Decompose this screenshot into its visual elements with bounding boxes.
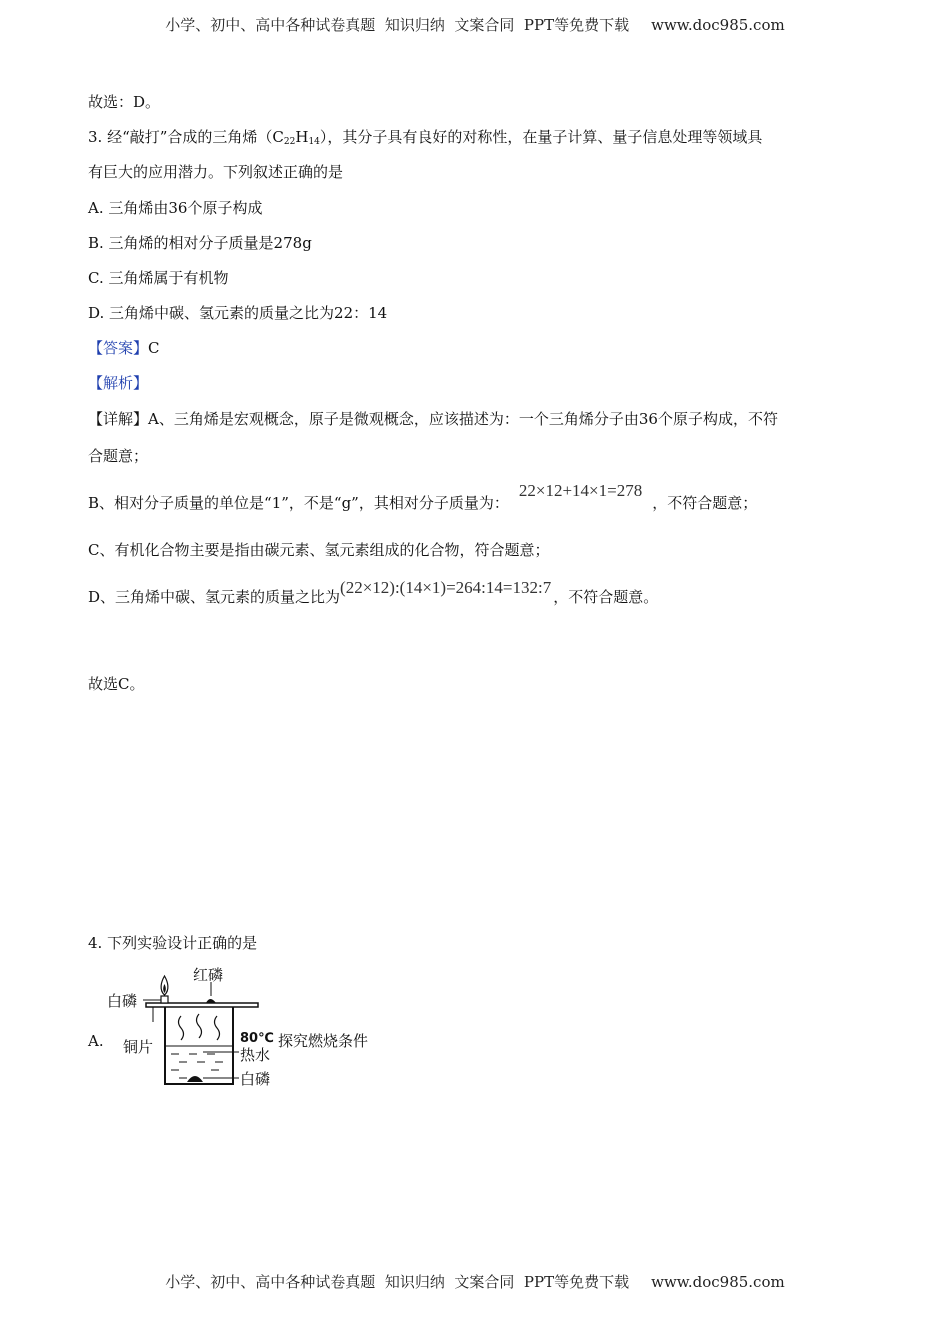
label-white-phosphorus-bottom: 白磷 [240, 1070, 271, 1088]
q3-option-b: B. 三角烯的相对分子质量是278g [88, 234, 312, 252]
q3-stem-line2: 有巨大的应用潜力。下列叙述正确的是 [88, 163, 344, 181]
header-url: www.doc985.com [651, 16, 785, 34]
prev-conclusion: 故选：D。 [88, 93, 161, 111]
q4-stem: 4. 下列实验设计正确的是 [88, 934, 258, 952]
answer-tag: 【答案】 [88, 339, 149, 357]
q3-detail-d [88, 578, 659, 607]
q3-detail-a [88, 409, 778, 429]
red-phosphorus [206, 999, 216, 1003]
formula-d: (22×12):(14×1)=264:14=132:7 [340, 578, 552, 597]
detail-d-end: ，不符合题意。 [553, 588, 659, 606]
q3-answer [88, 338, 160, 358]
q3-detail-b [88, 481, 758, 513]
combustion-experiment-figure [103, 960, 303, 1090]
q3-stem-a: 3. 经“敲打”合成的三角烯（C [88, 128, 284, 146]
q3-option-c: C. 三角烯属于有机物 [88, 269, 229, 287]
header-text: 小学、初中、高中各种试卷真题 知识归纳 文案合同 PPT等免费下载 [165, 16, 630, 34]
page-header [0, 14, 950, 35]
q3-stem-b: ），其分子具有良好的对称性，在量子计算、量子信息处理等领域具 [319, 128, 763, 146]
water-lines [171, 1054, 223, 1078]
label-white-phosphorus-top: 白磷 [107, 992, 138, 1010]
q3-analysis [88, 373, 148, 393]
detail-d-text: D、三角烯中碳、氢元素的质量之比为 [88, 588, 341, 606]
q3-stem-line1 [88, 127, 762, 152]
detail-b-end: ，不符合题意； [652, 494, 758, 512]
q3-detail-c: C、有机化合物主要是指由碳元素、氢元素组成的化合物，符合题意； [88, 541, 550, 559]
label-red-phosphorus: 红磷 [193, 966, 224, 984]
white-phosphorus-underwater [187, 1076, 203, 1082]
q3-option-a: A. 三角烯由36个原子构成 [88, 199, 263, 217]
q3-sub2: 14 [308, 137, 320, 147]
analysis-tag: 【解析】 [88, 374, 149, 392]
q4-option-a-text: 探究燃烧条件 [278, 1032, 369, 1050]
answer-value: C [148, 339, 160, 357]
footer-url: www.doc985.com [651, 1273, 785, 1291]
steam-curls [179, 1014, 220, 1040]
formula-b: 22×12+14×1=278 [518, 481, 643, 500]
footer-text: 小学、初中、高中各种试卷真题 知识归纳 文案合同 PPT等免费下载 [165, 1273, 630, 1291]
label-hot-water: 热水 [240, 1046, 271, 1064]
q3-sub1: 22 [283, 137, 296, 147]
label-copper-plate: 铜片 [123, 1038, 154, 1056]
q3-conclusion: 故选C。 [88, 675, 145, 693]
q3-detail-a2: 合题意； [88, 447, 149, 465]
label-temperature: 80℃ [240, 1031, 274, 1046]
detail-tag: 【详解】 [88, 410, 149, 428]
q4-option-a-prefix: A. [88, 1032, 104, 1050]
q3-option-d: D. 三角烯中碳、氢元素的质量之比为22：14 [88, 304, 388, 322]
page-footer [0, 1271, 950, 1292]
detail-a-text: A、三角烯是宏观概念，原子是微观概念，应该描述为：一个三角烯分子由36个原子构成，不符 [148, 410, 778, 428]
q3-mid: H [295, 128, 309, 146]
detail-b-text: B、相对分子质量的单位是“1”，不是“g”，其相对分子质量为： [88, 494, 509, 512]
leader-lines [143, 982, 239, 1078]
white-phosphorus-on-plate [161, 996, 168, 1003]
